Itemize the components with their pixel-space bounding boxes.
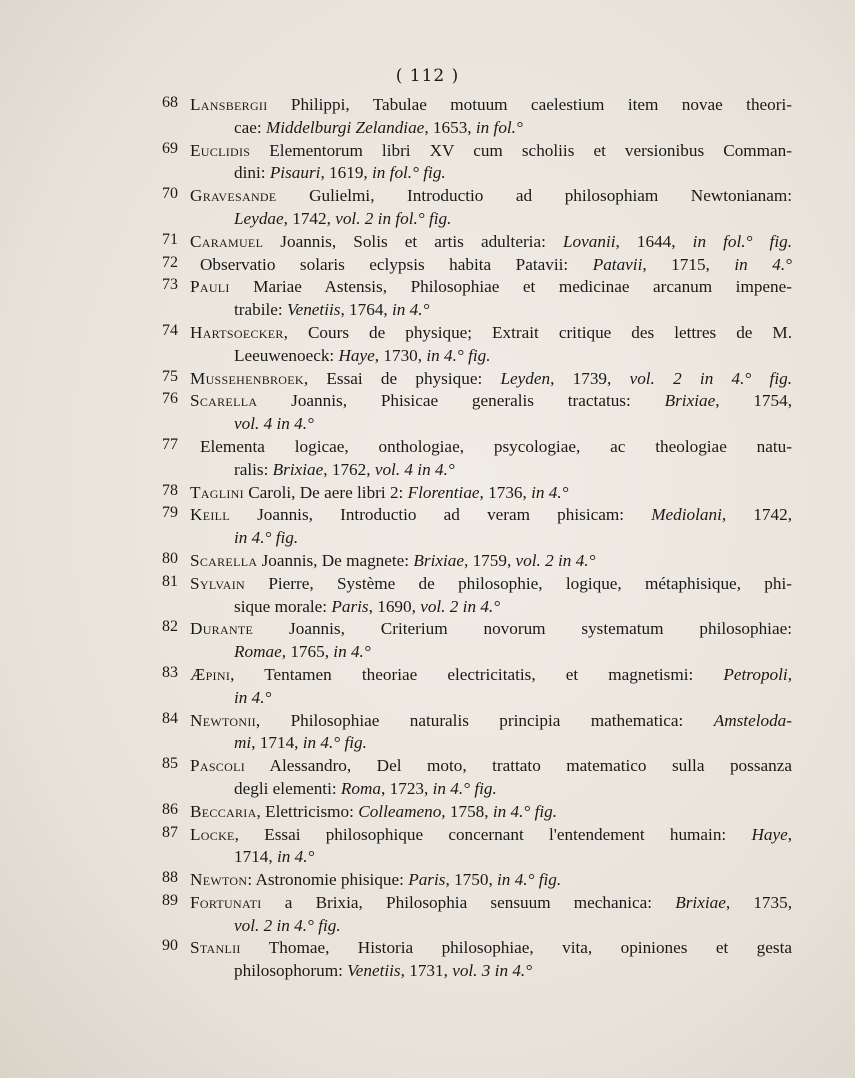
entry-text: , (787, 664, 792, 684)
entry-line (190, 413, 792, 436)
entry-author: Caramuel (190, 231, 264, 251)
entry-line (190, 732, 792, 755)
page-number: ( 112 ) (395, 66, 460, 86)
catalog-entry (162, 140, 792, 186)
entry-text: , 1762, (323, 459, 375, 479)
entry-line (190, 755, 792, 778)
entry-imprint: Brixiae (413, 550, 464, 570)
catalog-entry (162, 937, 792, 983)
entry-line (190, 345, 792, 368)
entry-text: sique morale: (234, 596, 332, 616)
entry-number: 84 (162, 709, 178, 727)
entry-text: degli elementi: (234, 778, 341, 798)
entry-imprint: in fol.° fig. (692, 231, 792, 251)
entry-number: 68 (162, 94, 178, 111)
catalog-entry (162, 94, 792, 140)
entry-text: , 1714, (251, 733, 303, 753)
entry-text: , 1758, (441, 801, 493, 821)
entry-line (190, 185, 792, 208)
entry-text: a Brixia, Philosophia sensuum mechanica: (261, 892, 676, 912)
entry-line (190, 550, 792, 573)
entry-line (190, 641, 792, 664)
entry-imprint: Patavii (592, 254, 643, 274)
entry-line (190, 117, 792, 140)
entry-text: , 1736, (479, 482, 532, 502)
entry-line (190, 846, 792, 869)
catalog-entry (162, 618, 792, 664)
entry-line (190, 960, 792, 983)
entry-text: , 1731, (400, 961, 453, 981)
entry-imprint: vol. 2 in fol.° fig. (335, 208, 452, 228)
entry-author: Scarella (190, 550, 258, 570)
entry-text: 1714, (234, 847, 277, 867)
entry-line (190, 687, 792, 710)
entry-number: 90 (162, 937, 178, 955)
entry-line (190, 276, 792, 299)
entry-text: cae: (234, 117, 266, 137)
entry-line (190, 710, 792, 733)
entry-imprint: Leyden (500, 368, 551, 388)
catalog-entry (162, 573, 792, 619)
entry-author: Lansbergii (190, 95, 268, 114)
entry-line (190, 778, 792, 801)
entry-text: Mariae Astensis, Philosophiae et medicinae arcanum impene- (229, 277, 792, 297)
entry-author: Mussehenbroek (190, 368, 304, 388)
catalog-entry (162, 869, 792, 892)
entry-imprint: Pisauri (269, 163, 321, 183)
entry-text: Elementorum libri XV cum scholiis et versionibus Comman- (250, 140, 792, 160)
entry-imprint: Amsteloda- (713, 710, 792, 730)
entry-imprint: Brixiae (272, 459, 324, 479)
entry-imprint: vol. 2 in 4.° fig. (629, 368, 792, 388)
catalog-entry (162, 368, 792, 391)
entry-imprint: vol. 4 in 4.° (374, 459, 455, 479)
entry-number: 80 (162, 549, 178, 567)
entry-text: , Tentamen theoriae electricitatis, et magnetismi: (230, 664, 724, 684)
entry-author: Euclidis (190, 140, 251, 160)
entry-imprint: mi (234, 733, 252, 753)
entry-imprint: Haye (338, 345, 375, 365)
entry-line (190, 94, 792, 117)
entry-number: 72 (162, 253, 178, 271)
entry-imprint: vol. 2 in 4.° (420, 596, 501, 616)
entry-line (190, 299, 792, 322)
entry-imprint: in 4.° fig. (234, 528, 299, 548)
entry-line (190, 801, 792, 824)
entry-line (190, 892, 792, 915)
entry-imprint: Haye (751, 824, 788, 844)
catalog-entry (162, 482, 792, 505)
entry-number: 70 (162, 185, 178, 203)
entry-imprint: Paris (408, 870, 446, 890)
catalog-entry (162, 824, 792, 870)
entry-text: , 1764, (340, 300, 393, 320)
entry-line (190, 436, 792, 459)
entry-text: , Essai de physique: (303, 368, 501, 388)
entry-text: , (787, 824, 792, 844)
catalog-entry (162, 801, 792, 824)
entry-imprint: vol. 3 in 4.° (452, 961, 533, 981)
entry-imprint: Petropoli (723, 664, 788, 684)
entry-imprint: in 4.° fig. (302, 733, 367, 753)
entry-text: : Astronomie phisique: (247, 870, 409, 890)
entry-text: Joannis, Phisicae generalis tractatus: (257, 391, 665, 411)
entry-imprint: in 4.° fig. (432, 778, 497, 798)
entry-number: 76 (162, 390, 178, 408)
entry-line (190, 618, 792, 641)
entry-text: , Philosophiae naturalis principia mathematica: (255, 710, 714, 730)
entry-number: 85 (162, 755, 178, 773)
catalog-entry (162, 254, 792, 277)
entry-text: , 1619, (320, 163, 372, 183)
catalog-entry (162, 390, 792, 436)
entry-author: Keill (190, 505, 230, 525)
entry-text: , 1644, (615, 231, 693, 251)
entry-imprint: vol. 2 in 4.° fig. (234, 915, 341, 935)
entry-text: Joannis, Introductio ad veram phisicam: (229, 505, 652, 525)
entry-imprint: Lovanii (562, 231, 616, 251)
entry-text: Pierre, Système de philosophie, logique, métaphisique, phi- (245, 573, 792, 593)
entry-line (190, 368, 792, 391)
entry-imprint: Brixiae (664, 391, 716, 411)
entry-number: 79 (162, 504, 178, 522)
entry-text: , 1754, (715, 391, 792, 411)
entry-imprint: in 4.° fig. (426, 345, 491, 365)
entry-imprint: Florentiae (407, 482, 480, 502)
entry-text: trabile: (234, 300, 287, 320)
entry-imprint: in fol.° fig. (372, 163, 446, 183)
entry-number: 87 (162, 823, 178, 841)
catalog-entry (162, 892, 792, 938)
catalog-entries (162, 94, 792, 983)
entry-imprint: Brixiae (675, 892, 726, 912)
catalog-entry (162, 436, 792, 482)
entry-line (190, 140, 792, 163)
entry-author: Æpini (190, 664, 231, 684)
entry-text: , 1730, (374, 345, 427, 365)
entry-text: , Elettricismo: (256, 801, 359, 821)
entry-line (190, 254, 792, 277)
entry-line (190, 527, 792, 550)
entry-text: Thomae, Historia philosophiae, vita, opiniones et gesta (240, 938, 792, 958)
entry-line (190, 482, 792, 505)
entry-author: Hartsoecker (190, 322, 284, 342)
catalog-entry (162, 664, 792, 710)
entry-author: Newtonii (190, 710, 256, 730)
catalog-entry (162, 710, 792, 756)
entry-author: Gravesande (190, 186, 277, 206)
entry-text: Leeuwenoeck: (234, 345, 339, 365)
entry-imprint: Venetiis (347, 961, 401, 981)
entry-text: dini: (234, 163, 270, 183)
entry-imprint: Paris (331, 596, 369, 616)
entry-text: , 1742, (283, 208, 336, 228)
entry-author: Beccaria (190, 801, 257, 821)
entry-author: Stanlii (190, 938, 241, 958)
catalog-entry (162, 231, 792, 254)
entry-text: Elementa logicae, onthologiae, psycologiae, ac theologiae natu- (200, 436, 792, 456)
entry-author: Locke (190, 824, 235, 844)
entry-text: Caroli, De aere libri 2: (243, 482, 408, 502)
entry-text: , 1653, (424, 117, 476, 137)
entry-line (190, 869, 792, 892)
entry-imprint: vol. 4 in 4.° (234, 414, 314, 434)
entry-line (190, 824, 792, 847)
entry-author: Scarella (190, 391, 258, 411)
entry-number: 78 (162, 481, 178, 499)
entry-text: , Essai philosophique concernant l'entendement humain: (234, 824, 752, 844)
entry-line (190, 664, 792, 687)
entry-line (190, 504, 792, 527)
entry-text: , 1765, (281, 642, 334, 662)
entry-text: Joannis, Solis et artis adulteria: (263, 231, 563, 251)
catalog-entry (162, 550, 792, 573)
entry-author: Durante (190, 619, 254, 639)
entry-number: 71 (162, 230, 178, 248)
entry-text: , Cours de physique; Extrait critique des lettres de M. (283, 322, 792, 342)
entry-text: , 1750, (445, 870, 498, 890)
entry-text: Alessandro, Del moto, trattato matematico sulla possanza (245, 756, 792, 776)
entry-number: 81 (162, 572, 178, 590)
entry-number: 82 (162, 618, 178, 636)
entry-line (190, 915, 792, 938)
entry-number: 69 (162, 139, 178, 157)
entry-text: , 1723, (381, 778, 433, 798)
catalog-entry (162, 185, 792, 231)
entry-line (190, 162, 792, 185)
catalog-entry (162, 276, 792, 322)
entry-imprint: vol. 2 in 4.° (515, 550, 596, 570)
entry-line (190, 937, 792, 960)
entry-imprint: in 4.° fig. (492, 801, 558, 821)
entry-text: ralis: (234, 459, 273, 479)
entry-line (190, 573, 792, 596)
entry-imprint: in 4.° fig. (497, 870, 562, 890)
entry-author: Taglini (190, 482, 244, 502)
entry-text: Philippi, Tabulae motuum caelestium item novae theori- (267, 95, 792, 114)
catalog-entry (162, 322, 792, 368)
entry-imprint: in 4.° (276, 847, 315, 867)
entry-number: 86 (162, 800, 178, 818)
entry-imprint: Leydae (234, 208, 284, 228)
entry-imprint: Colleameno (358, 801, 442, 821)
entry-author: Sylvain (190, 573, 246, 593)
entry-number: 88 (162, 869, 178, 887)
entry-line (190, 231, 792, 254)
entry-imprint: Middelburgi Zelandiae (265, 117, 425, 137)
entry-imprint: in 4.° (234, 687, 272, 707)
entry-line (190, 596, 792, 619)
entry-number: 83 (162, 663, 178, 681)
entry-text: Joannis, Criterium novorum systematum philosophiae: (253, 619, 792, 639)
entry-imprint: in 4.° (531, 482, 569, 502)
entry-number: 74 (162, 321, 178, 339)
entry-text: Observatio solaris eclypsis habita Patavii: (200, 254, 593, 274)
entry-imprint: in 4.° (392, 300, 430, 320)
entry-text: , 1715, (642, 254, 735, 274)
entry-imprint: in fol.° (475, 117, 523, 137)
entry-imprint: Romae (234, 642, 282, 662)
entry-imprint: Roma (340, 778, 382, 798)
entry-text: Gulielmi, Introductio ad philosophiam Newtonianam: (276, 186, 792, 206)
entry-text: , 1735, (725, 892, 792, 912)
entry-text: , 1739, (550, 368, 630, 388)
entry-line (190, 459, 792, 482)
entry-imprint: Venetiis (286, 300, 341, 320)
entry-number: 75 (162, 367, 178, 385)
entry-line (190, 322, 792, 345)
entry-text: , 1690, (368, 596, 421, 616)
entry-author: Pascoli (190, 756, 245, 776)
entry-author: Pauli (190, 277, 230, 297)
entry-text: , 1759, (463, 550, 516, 570)
entry-author: Fortunati (190, 892, 262, 912)
entry-line (190, 390, 792, 413)
entry-text: philosophorum: (234, 961, 348, 981)
entry-imprint: Mediolani (651, 505, 722, 525)
catalog-entry (162, 504, 792, 550)
entry-number: 77 (162, 435, 178, 453)
entry-line (190, 208, 792, 231)
entry-text: , 1742, (721, 505, 793, 525)
entry-imprint: in 4.° (333, 642, 371, 662)
entry-author: Newton (190, 870, 248, 890)
entry-number: 89 (162, 891, 178, 909)
entry-number: 73 (162, 276, 178, 294)
entry-imprint: in 4.° (734, 254, 793, 274)
entry-text: Joannis, De magnete: (257, 550, 414, 570)
catalog-entry (162, 755, 792, 801)
